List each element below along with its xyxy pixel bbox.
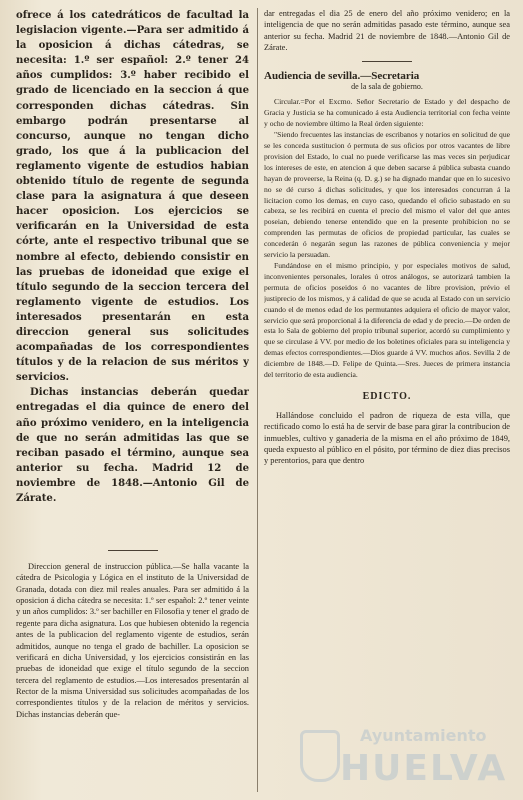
section-title: Audiencia de sevilla.—Secretaria [264, 70, 420, 83]
shield-icon [300, 730, 340, 782]
lead-paragraph-2: Dichas instancias deberán quedar entregadas el dia quince de enero del año próximo venidero, en la inteligencia de que no serán admitidas las que se reciban pasado el término, aunque sea anterior su fecha. Madrid 12 de noviembre de 1848.—Antonio Gil de Zárate. [16, 387, 249, 504]
separator-rule [108, 550, 158, 551]
right-column [264, 8, 510, 467]
watermark-line-2: HUELVA [340, 748, 508, 789]
library-watermark [300, 720, 520, 800]
separator-rule [362, 61, 412, 62]
section-subtitle: de la sala de gobierno. [351, 82, 423, 92]
lead-paragraph-1: ofrece á los catedráticos de facultad la legislacion vigente.—Para ser admitido á la oposicion á dichas cátedras, se necesita: 1.º ser español: 2.º tener 24 años cumplidos: 3.º haber recibido el grado de licenciado en la seccion á que corresponden dichas cátedras. Sin embargo podrán presentarse al concurso, aunque no tengan dicho grado, los que á la publicacion del reglamento vigente de estudios habian obtenido título de regente de segunda clase para la asignatura á que deseen hacer oposicion. Los ejercicios se verificarán en la Universidad de esta córte, ante el respectivo tribunal que se nombre al efecto, debiendo consistir en las pruebas de idoneidad que exige el título segundo de la seccion tercera del reglamento vigente de estudios. Los interesados presentarán en esta direccion general sus solicitudes acompañadas de los correspondientes títulos y de la relacion de sus méritos y servicios. [16, 10, 249, 384]
edicto-paragraph: Hallándose concluido el padron de riqueza de esta villa, que rectificado como lo está ha de servir de base para girar la contribucion de inmuebles, cultivo y ganaderia de la misma en el año próximo de 1849, queda expuesto al público en el pósito, por término de diez dias precisos y perentorios, para que dentro [264, 410, 510, 466]
column-divider [257, 8, 258, 792]
royal-order-quote: "Siendo frecuentes las instancias de escribanos y notarios en solicitud de que se les conceda sustitucion ó permuta de sus oficios por otros vacantes de libre provision del Estado, lo cual no puede verificarse las mas veces sin perjudicar los intereses de este, en atencion á que deben sacarse á pública subasta cuando hayan de proveerse, la Reina (q. D. g.) se ha dignado mandar que en lo sucesivo no se dé curso á dichas solicitudes, y que los interesados concurran á la licitacion como los demas, en cuyo caso, quedando el oficio subastado en su cabeza, se les recibirá en cuenta el precio del mismo el valor del que antes poseian, debiendo tenerse entendido que en la presente prohibicion no se comprenden las permutas de oficios de propiedad particular, las cuales se concederán ó negarán segun las razones de pública conveniencia y mejor servicio la persuadan. [264, 130, 510, 260]
continuation-paragraph: dar entregadas el dia 25 de enero del año próximo venidero; en la inteligencia de que no serán admitidas pasado este término, aunque sea anterior su fecha. Madrid 21 de noviembre de 1848.—Antonio Gil de Zárate. [264, 9, 510, 53]
edicto-title: EDICTO. [362, 390, 412, 402]
left-column [16, 8, 249, 720]
instruction-notice: Direccion general de instruccion pública.—Se halla vacante la cátedra de Psicologia y Lógica en el instituto de la Universidad de Granada, dotada con diez mil reales anuales. Para ser admitido á la oposicion á dicha cátedra se necesita: 1.º ser español: 2.º tener veinte y un años cumplidos: 3.º ser bachiller en Filosofia y tener el grado de regente para dicha asignatura. Los que hubiesen obtenido la regencia antes de la publicacion del reglamento vigente de estudios, serán admitidos, aunque no tenga el grado de bachiller. La oposicion se verificará en dicha Universidad, y los ejercicios consistirán en las pruebas de idoneidad que exige el título segundo de la seccion tercera del reglamento de estudios.—Los interesados presentarán al Rector de la misma Universidad sus solicitudes acompañadas de los correspondientes títulos y de la relacion de méritos y servicios. Dichas instancias deberán que- [16, 562, 249, 719]
circular-paragraph: Circular.=Por el Excmo. Señor Secretario de Estado y del despacho de Gracia y Justicia se ha comunicado á esta Audiencia territorial con fecha veinte y ocho de noviembre último la Real órden siguiente: [264, 97, 510, 129]
watermark-line-1: Ayuntamiento [360, 726, 487, 745]
follow-paragraph: Fundándose en el mismo principio, y por especiales motivos de salud, inconvenientes personales, lorales ú otros análogos, se autorizará tambien la permuta de oficios poseidos ó no vacantes de libre provision, prévio el justiprecio de los mismos, y á calidad de que se acuda al Estado con un servicio cuando el de menos edad de los permutantes adquiera el oficio de mayor valor, servicio que será proporcional á la diferencia de edad y de precio.—De orden de esta lo Sala de gobierno del propio tribunal superior, acordó su cumplimiento y que se circulase á VV. por medio de los boletines oficiales para su inteligencia y demas efectos correspondientes.—Dios guarde á VV. muchos años. Sevilla 2 de diciembre de 1848.—D. Felipe de Quinta.—Sres. Jueces de primera instancia del territorio de esta audiencia. [264, 260, 510, 380]
